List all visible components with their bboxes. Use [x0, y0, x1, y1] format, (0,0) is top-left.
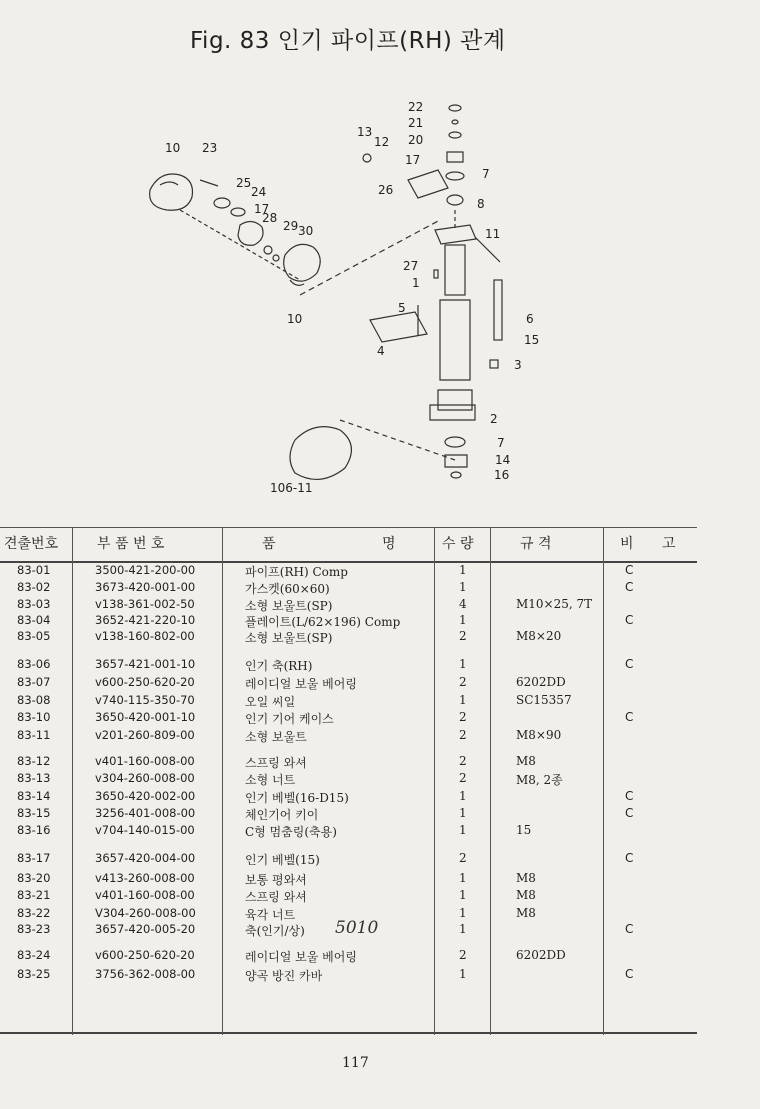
quantity: 2	[459, 754, 467, 768]
part-number: v138-361-002-50	[95, 597, 195, 611]
specification: M8, 2종	[516, 773, 563, 787]
header-part-number: 부 품 번 호	[97, 536, 165, 552]
callout-label: 15	[524, 333, 540, 347]
callout-label: 21	[408, 116, 424, 130]
part-number: 3256-401-008-00	[95, 806, 196, 820]
part-name: 스프링 와셔	[245, 890, 307, 904]
item-number: 83-12	[17, 754, 51, 768]
part-name: 스프링 와셔	[245, 756, 307, 770]
callout-label: 6	[526, 312, 534, 326]
specification: SC15357	[516, 693, 572, 707]
part-number: v138-160-802-00	[95, 629, 195, 643]
quantity: 1	[459, 613, 467, 627]
specification: 6202DD	[516, 948, 566, 962]
page-number: 117	[342, 1055, 369, 1071]
callout-label: 1	[412, 276, 420, 290]
table-row	[0, 871, 697, 887]
part-number: 3650-420-001-10	[95, 710, 196, 724]
part-number: 3756-362-008-00	[95, 967, 196, 981]
handwritten-note: 5010	[335, 918, 379, 938]
callout-label: 17	[254, 202, 270, 216]
part-number: 3657-420-004-00	[95, 851, 196, 865]
table-bottom-rule	[0, 1032, 697, 1034]
item-number: 83-16	[17, 823, 51, 837]
quantity: 2	[459, 728, 467, 742]
callout-label: 28	[262, 211, 278, 225]
quantity: 1	[459, 806, 467, 820]
part-number: v704-140-015-00	[95, 823, 195, 837]
specification: M8×20	[516, 629, 562, 643]
header-spec: 규 격	[520, 536, 552, 552]
quantity: 1	[459, 563, 467, 577]
header-name-a: 품	[262, 536, 276, 552]
note: C	[625, 580, 634, 594]
quantity: 2	[459, 771, 467, 785]
part-name: 인기 기어 케이스	[245, 712, 334, 726]
table-row	[0, 657, 697, 673]
table-row	[0, 771, 697, 787]
callout-label: 2	[490, 412, 498, 426]
note: C	[625, 563, 634, 577]
table-row	[0, 851, 697, 867]
part-name: 인기 베벨(16-D15)	[245, 791, 349, 805]
item-number: 83-23	[17, 922, 51, 936]
quantity: 1	[459, 871, 467, 885]
item-number: 83-07	[17, 675, 51, 689]
specification: 6202DD	[516, 675, 566, 689]
quantity: 1	[459, 580, 467, 594]
quantity: 1	[459, 922, 467, 936]
part-name: 축(인기/상)	[245, 924, 305, 938]
table-row	[0, 967, 697, 983]
item-number: 83-03	[17, 597, 51, 611]
callout-label: 10	[165, 141, 181, 155]
part-name: 소형 보울트	[245, 730, 307, 744]
part-number: 3650-420-002-00	[95, 789, 196, 803]
part-name: C형 멈춤링(축용)	[245, 825, 337, 839]
item-number: 83-02	[17, 580, 51, 594]
part-name: 인기 축(RH)	[245, 659, 313, 673]
part-name: 체인기어 키이	[245, 808, 319, 822]
table-row	[0, 789, 697, 805]
parts-table	[0, 527, 760, 1037]
specification: M10×25, 7T	[516, 597, 593, 611]
note: C	[625, 613, 634, 627]
part-number: v740-115-350-70	[95, 693, 195, 707]
part-name: 소형 보울트(SP)	[245, 599, 333, 613]
note: C	[625, 851, 634, 865]
part-name: 소형 보울트(SP)	[245, 631, 333, 645]
header-qty: 수 량	[442, 536, 474, 552]
part-name: 레이디얼 보울 베어링	[245, 950, 357, 964]
table-row	[0, 613, 697, 629]
part-number: 3500-421-200-00	[95, 563, 196, 577]
callout-label: 7	[482, 167, 490, 181]
quantity: 2	[459, 851, 467, 865]
part-name: 양곡 방진 카바	[245, 969, 323, 983]
part-number: 3673-420-001-00	[95, 580, 196, 594]
table-row	[0, 563, 697, 579]
part-number: v600-250-620-20	[95, 948, 195, 962]
callout-label: 23	[202, 141, 218, 155]
part-number: v304-260-008-00	[95, 771, 195, 785]
item-number: 83-06	[17, 657, 51, 671]
callout-label: 30	[298, 224, 314, 238]
part-number: v413-260-008-00	[95, 871, 195, 885]
table-row	[0, 597, 697, 613]
part-number: 3652-421-220-10	[95, 613, 196, 627]
part-name: 인기 베벨(15)	[245, 853, 320, 867]
part-number: v401-160-008-00	[95, 888, 195, 902]
header-no: 견출번호	[4, 536, 59, 552]
table-row	[0, 823, 697, 839]
callout-label: 8	[477, 197, 485, 211]
item-number: 83-25	[17, 967, 51, 981]
note: C	[625, 967, 634, 981]
note: C	[625, 922, 634, 936]
item-number: 83-04	[17, 613, 51, 627]
part-name: 육각 너트	[245, 908, 296, 922]
quantity: 1	[459, 693, 467, 707]
callout-label: 13	[357, 125, 373, 139]
specification: M8	[516, 906, 536, 920]
quantity: 2	[459, 675, 467, 689]
part-name: 파이프(RH) Comp	[245, 565, 348, 579]
callout-label: 14	[495, 453, 511, 467]
callout-label: 12	[374, 135, 390, 149]
part-number: 3657-420-005-20	[95, 922, 196, 936]
part-name: 레이디얼 보울 베어링	[245, 677, 357, 691]
callout-label: 25	[236, 176, 252, 190]
item-number: 83-08	[17, 693, 51, 707]
part-name: 플레이트(L/62×196) Comp	[245, 615, 401, 629]
part-name: 소형 너트	[245, 773, 296, 787]
table-row	[0, 888, 697, 904]
table-row	[0, 629, 697, 645]
part-name: 가스켓(60×60)	[245, 582, 330, 596]
quantity: 1	[459, 657, 467, 671]
item-number: 83-24	[17, 948, 51, 962]
quantity: 1	[459, 823, 467, 837]
callout-label: 16	[494, 468, 510, 482]
quantity: 4	[459, 597, 467, 611]
item-number: 83-14	[17, 789, 51, 803]
part-number: v201-260-809-00	[95, 728, 195, 742]
callout-label: 5	[398, 301, 406, 315]
item-number: 83-01	[17, 563, 51, 577]
item-number: 83-15	[17, 806, 51, 820]
header-note-b: 고	[662, 536, 676, 552]
part-number: 3657-421-001-10	[95, 657, 196, 671]
specification: 15	[516, 823, 532, 837]
callout-label: 11	[485, 227, 501, 241]
table-row	[0, 710, 697, 726]
table-row	[0, 693, 697, 709]
item-number: 83-17	[17, 851, 51, 865]
item-number: 83-05	[17, 629, 51, 643]
table-row	[0, 806, 697, 822]
table-row	[0, 728, 697, 744]
quantity: 1	[459, 888, 467, 902]
callout-label: 7	[497, 436, 505, 450]
header-name-b: 명	[382, 536, 396, 552]
callout-label: 26	[378, 183, 394, 197]
item-number: 83-20	[17, 871, 51, 885]
item-number: 83-13	[17, 771, 51, 785]
specification: M8	[516, 871, 536, 885]
table-row	[0, 754, 697, 770]
callout-label: 4	[377, 344, 385, 358]
specification: M8	[516, 754, 536, 768]
callout-label: 106-11	[270, 481, 313, 495]
part-number: v401-160-008-00	[95, 754, 195, 768]
part-number: v600-250-620-20	[95, 675, 195, 689]
quantity: 1	[459, 789, 467, 803]
table-top-rule	[0, 527, 697, 528]
header-note-a: 비	[620, 536, 634, 552]
item-number: 83-21	[17, 888, 51, 902]
callout-label: 24	[251, 185, 267, 199]
specification: M8	[516, 888, 536, 902]
quantity: 2	[459, 710, 467, 724]
quantity: 2	[459, 629, 467, 643]
note: C	[625, 806, 634, 820]
callout-label: 27	[403, 259, 419, 273]
item-number: 83-10	[17, 710, 51, 724]
quantity: 1	[459, 906, 467, 920]
item-number: 83-22	[17, 906, 51, 920]
note: C	[625, 710, 634, 724]
callout-label: 3	[514, 358, 522, 372]
note: C	[625, 789, 634, 803]
item-number: 83-11	[17, 728, 51, 742]
exploded-parts-diagram	[0, 80, 760, 510]
quantity: 1	[459, 967, 467, 981]
note: C	[625, 657, 634, 671]
part-number: V304-260-008-00	[95, 906, 196, 920]
specification: M8×90	[516, 728, 562, 742]
table-row	[0, 675, 697, 691]
part-name: 오일 씨일	[245, 695, 296, 709]
callout-label: 29	[283, 219, 299, 233]
figure-title: Fig. 83 인기 파이프(RH) 관계	[190, 28, 506, 54]
callout-label: 10	[287, 312, 303, 326]
table-row	[0, 948, 697, 964]
part-name: 보통 평와셔	[245, 873, 307, 887]
table-row	[0, 580, 697, 596]
callout-label: 17	[405, 153, 421, 167]
callout-label: 22	[408, 100, 424, 114]
quantity: 2	[459, 948, 467, 962]
callout-label: 20	[408, 133, 424, 147]
